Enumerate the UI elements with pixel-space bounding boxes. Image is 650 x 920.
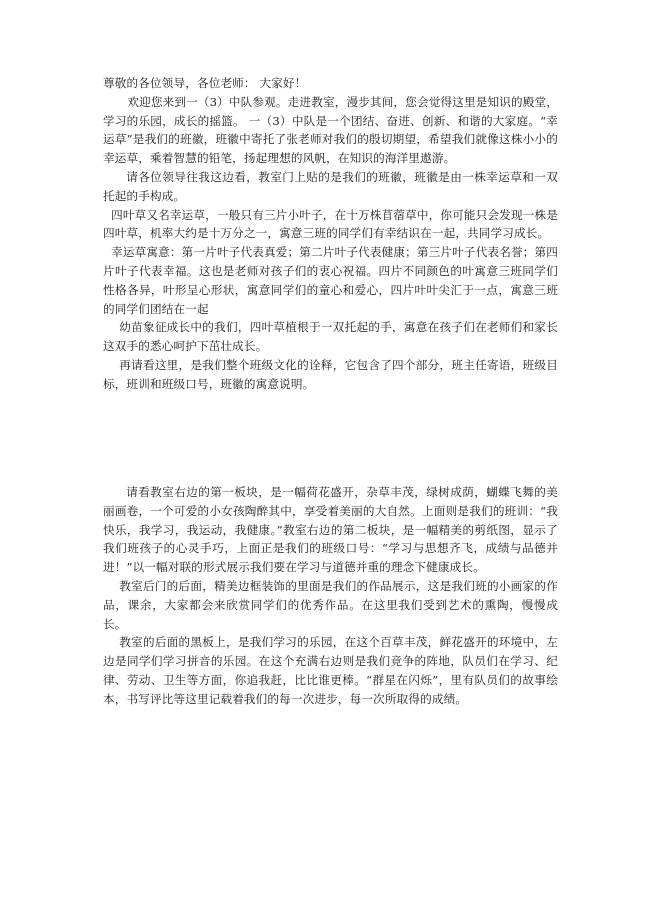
four-leaf-clover-paragraph: 四叶草又名幸运草，一般只有三片小叶子，在十万株苜蓿草中，你可能只会发现一株是四叶草，机率大约是十万分之一，寓意三班的同学们有幸结识在一起，共同学习成长。 <box>103 207 558 241</box>
speech-section-bottom <box>103 483 558 709</box>
blackboard-paragraph: 教室的后面的黑板上，是我们学习的乐园，在这个百草丰茂，鲜花盛开的环境中，左边是同学们学习拼音的乐园。在这个充满右边则是我们竞争的阵地，队员们在学习、纪律、劳动、卫生等方面，你追我赶，比比谁更棒。“群星在闪烁”，里有队员们的故事绘本，书写评比等这里记载着我们的每一次进步，每一次所取得的成绩。 <box>103 635 558 706</box>
speech-section-top <box>103 74 558 394</box>
clover-meaning-paragraph: 幸运草寓意：第一片叶子代表真爱；第二片叶子代表健康；第三片叶子代表名誉；第四片叶子代表幸福。这也是老师对孩子们的衷心祝福。四片不同颜色的叶寓意三班同学们性格各异，叶形呈心形状，寓意同学们的童心和爱心，四片叶叶尖汇于一点，寓意三班的同学们团结在一起 <box>103 245 558 316</box>
back-door-paragraph: 教室后门的后面，精美边框装饰的里面是我们的作品展示，这是我们班的小画家的作品，课余，大家都会来欣赏同学们的优秀作品。在这里我们受到艺术的熏陶，慢慢成长。 <box>103 578 558 631</box>
right-wall-paragraph: 请看教室右边的第一板块，是一幅荷花盛开，杂草丰茂，绿树成荫，蝴蝶飞舞的美丽画卷，一个可爱的小女孩陶醉其中，享受着美丽的大自然。上面则是我们的班训：“我快乐，我学习，我运动，我健康。”教室右边的第二板块，是一幅精美的剪纸图，显示了我们班孩子的心灵手巧，上面正是我们的班级口号：“学习与思想齐飞，成绩与品德并进！”以一幅对联的形式展示我们要在学习与道德并重的理念下健康成长。 <box>103 485 558 575</box>
welcome-paragraph: 欢迎您来到一（3）中队参观。走进教室，漫步其间，您会觉得这里是知识的殿堂，学习的乐园，成长的摇篮。 一（3）中队是一个团结、奋进、创新、和谐的大家庭。“幸运草”是我们的班徽，班徽中寄托了张老师对我们的殷切期望，希望我们就像这株小小的幸运草，乘着智慧的铅笔，扬起理想的风帆，在知识的海洋里遨游。 <box>103 94 558 166</box>
class-culture-paragraph: 再请看这里，是我们整个班级文化的诠释，它包含了四个部分，班主任寄语，班级目标，班训和班级口号，班徽的寓意说明。 <box>103 357 558 391</box>
badge-intro-paragraph: 请各位领导往我这边看，教室门上贴的是我们的班徽，班徽是由一株幸运草和一双托起的手构成。 <box>103 169 558 203</box>
greeting-paragraph: 尊敬的各位领导，各位老师： 大家好！ <box>103 76 307 90</box>
seedling-paragraph: 幼苗象征成长中的我们，四叶草植根于一双托起的手，寓意在孩子们在老师们和家长这双手的悉心呵护下茁壮成长。 <box>103 320 558 354</box>
